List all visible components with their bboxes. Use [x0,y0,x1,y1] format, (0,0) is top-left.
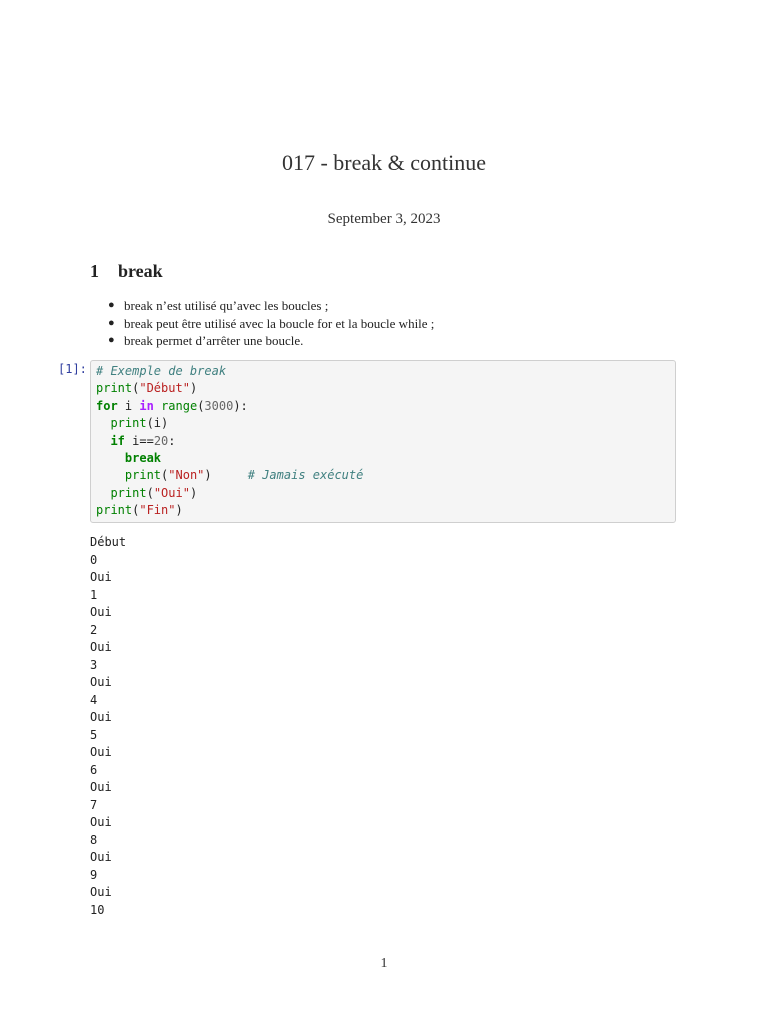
bullet-list [108,297,434,350]
code-token-builtin: print [110,485,147,500]
code-token-builtin: print [110,416,147,431]
code-token-plain: i [124,433,140,448]
code-line [96,380,670,397]
code-token-string: "Début" [139,381,190,396]
code-token-plain: (i) [146,416,169,431]
code-token-plain: ( [132,381,140,396]
bullet-icon: ● [108,334,115,346]
output-line: Début [90,535,127,549]
code-token-plain [96,486,110,500]
output-line: Oui [90,710,112,724]
code-token-plain: ) [175,503,183,518]
output-line: Oui [90,850,112,864]
code-token-builtin: range [161,398,198,413]
output-line: Oui [90,885,112,899]
code-token-builtin: print [124,468,162,483]
output-line: Oui [90,745,112,759]
code-token-plain: ) [189,381,198,396]
output-line: 2 [90,622,98,637]
bullet-item [108,297,434,315]
code-token-plain: ( [197,398,205,413]
output-line: 1 [90,587,98,602]
code-token-comment: # Jamais exécuté [247,468,364,483]
code-token-number: 3000 [204,398,234,413]
document-date: September 3, 2023 [327,211,441,227]
code-token-string: "Fin" [139,503,176,518]
bullet-icon: ● [108,299,115,311]
output-line: 0 [90,552,98,567]
code-token-plain [154,399,161,413]
code-token-builtin: print [96,503,133,518]
code-line [96,467,670,484]
bullet-item [108,315,434,333]
code-line [96,415,670,432]
output-line: 3 [90,657,98,672]
output-line: Oui [90,640,112,654]
code-line [96,485,670,502]
code-token-plain: : [168,433,176,448]
output-line: Oui [90,815,112,829]
bullet-text: break peut être utilisé avec la boucle for et la boucle while ; [124,315,435,331]
code-token-plain [96,434,110,448]
code-line [96,363,670,380]
output-line: Oui [90,570,112,584]
bullet-icon: ● [108,316,115,329]
code-token-plain: ) [204,468,248,483]
code-token-keyword: for [96,398,118,413]
section-number: 1 [90,261,99,281]
bullet-text: break permet d’arrêter une boucle. [124,333,304,348]
section-title: break [118,261,163,281]
code-token-plain: ( [161,468,169,483]
code-line [96,398,670,415]
code-token-string: "Non" [168,468,205,483]
code-token-comment: # Exemple de break [96,364,227,378]
code-line [96,450,670,467]
bullet-item [108,332,434,350]
code-token-string: "Oui" [153,485,190,500]
code-line [96,502,670,519]
code-token-plain: ( [146,485,154,500]
output-line: Oui [90,605,112,619]
page-number: 1 [380,956,388,971]
output-line: 9 [90,867,98,882]
code-token-plain [96,451,125,465]
output-line: Oui [90,780,112,794]
code-token-number: 20 [153,433,169,448]
cell-output [90,534,126,919]
code-cell[interactable] [90,360,676,523]
code-token-plain [96,468,125,482]
code-token-keyword: break [124,450,162,465]
code-token-builtin: print [96,381,133,396]
output-line: 8 [90,832,98,847]
output-line: Oui [90,675,112,689]
code-token-plain: ( [132,503,140,518]
code-token-plain: ): [233,398,248,413]
output-line: 5 [90,727,98,742]
code-token-keyword: if [110,433,125,448]
bullet-text: break n’est utilisé qu’avec les boucles ; [124,298,329,313]
document-title: 017 - break & continue [281,150,487,175]
section-heading [90,261,163,282]
code-token-plain [96,416,110,430]
code-token-in: in [139,398,154,413]
code-token-plain: == [139,433,154,448]
output-line: 7 [90,797,98,812]
code-line [96,433,670,450]
output-line: 4 [90,692,98,707]
code-token-plain: ) [189,485,198,500]
output-line: 6 [90,762,98,777]
code-token-plain: i [117,398,140,413]
output-line: 10 [90,902,105,917]
cell-prompt: [1]: [58,362,87,376]
